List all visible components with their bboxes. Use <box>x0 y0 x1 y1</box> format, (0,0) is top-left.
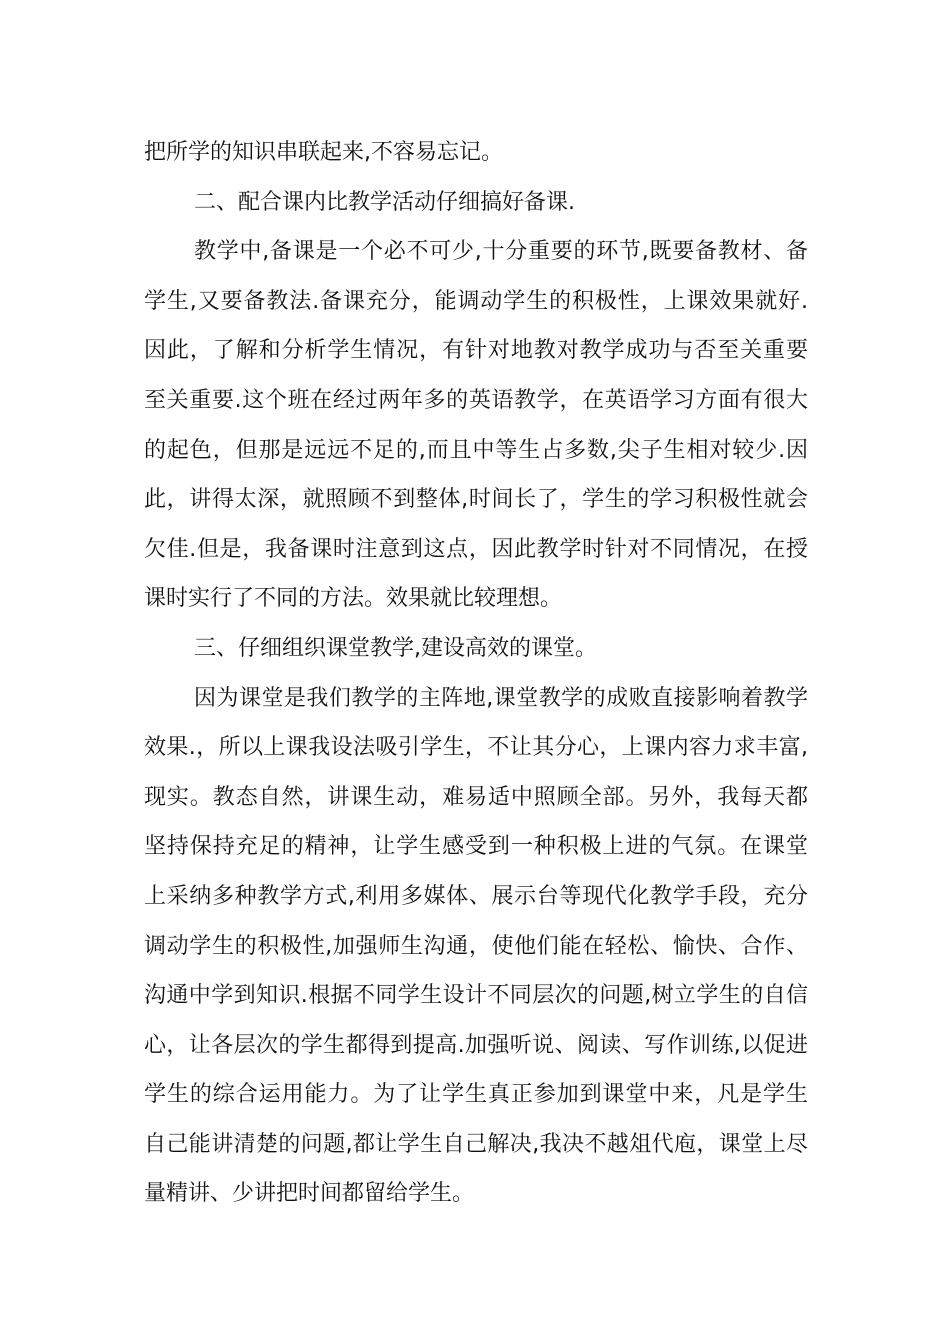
text-line-1: 把所学的知识串联起来,不容易忘记。 <box>144 140 503 165</box>
text-line-22: 量精讲、少讲把时间都留给学生。 <box>144 1181 475 1207</box>
text-line-13: 效果.，所以上课我设法吸引学生，不让其分心，上课内容力求丰富, <box>144 735 808 761</box>
text-line-9: 欠佳.但是，我备课时注意到这点，因此教学时针对不同情况，在授 <box>144 536 808 562</box>
document-body <box>144 128 808 1219</box>
text-line-19: 心，让各层次的学生都得到提高.加强听说、阅读、写作训练,以促进 <box>144 1032 808 1058</box>
text-line-7: 的起色，但那是远远不足的,而且中等生占多数,尖子生相对较少.因 <box>144 437 808 463</box>
text-line-4: 学生,又要备教法.备课充分，能调动学生的积极性，上课效果就好. <box>144 288 808 314</box>
text-line-12: 因为课堂是我们教学的主阵地,课堂教学的成败直接影响着教学 <box>194 685 808 711</box>
section-heading-3: 三、仔细组织课堂教学,建设高效的课堂。 <box>194 635 597 661</box>
text-line-14: 现实。教态自然，讲课生动，难易适中照顾全部。另外，我每天都 <box>144 784 808 810</box>
text-line-3: 教学中,备课是一个必不可少,十分重要的环节,既要备教材、备 <box>194 239 808 265</box>
text-line-18: 沟通中学到知识.根据不同学生设计不同层次的问题,树立学生的自信 <box>144 983 808 1009</box>
text-line-20: 学生的综合运用能力。为了让学生真正参加到课堂中来，凡是学生 <box>144 1082 808 1108</box>
text-line-5: 因此，了解和分析学生情况，有针对地教对教学成功与否至关重要 <box>144 338 808 364</box>
text-line-10: 课时实行了不同的方法。效果就比较理想。 <box>144 586 563 612</box>
text-line-15: 坚持保持充足的精神，让学生感受到一种积极上进的气氛。在课堂 <box>144 834 808 860</box>
text-line-6: 至关重要.这个班在经过两年多的英语教学，在英语学习方面有很大 <box>144 387 808 413</box>
text-line-21: 自己能讲清楚的问题,都让学生自己解决,我决不越俎代庖，课堂上尽 <box>144 1131 808 1157</box>
text-line-8: 此，讲得太深，就照顾不到整体,时间长了，学生的学习积极性就会 <box>144 487 808 513</box>
text-line-17: 调动学生的积极性,加强师生沟通，使他们能在轻松、愉快、合作、 <box>144 933 808 959</box>
section-heading-2: 二、配合课内比教学活动仔细搞好备课. <box>194 189 575 215</box>
text-line-16: 上采纳多种教学方式,利用多媒体、展示台等现代化教学手段，充分 <box>144 883 808 909</box>
